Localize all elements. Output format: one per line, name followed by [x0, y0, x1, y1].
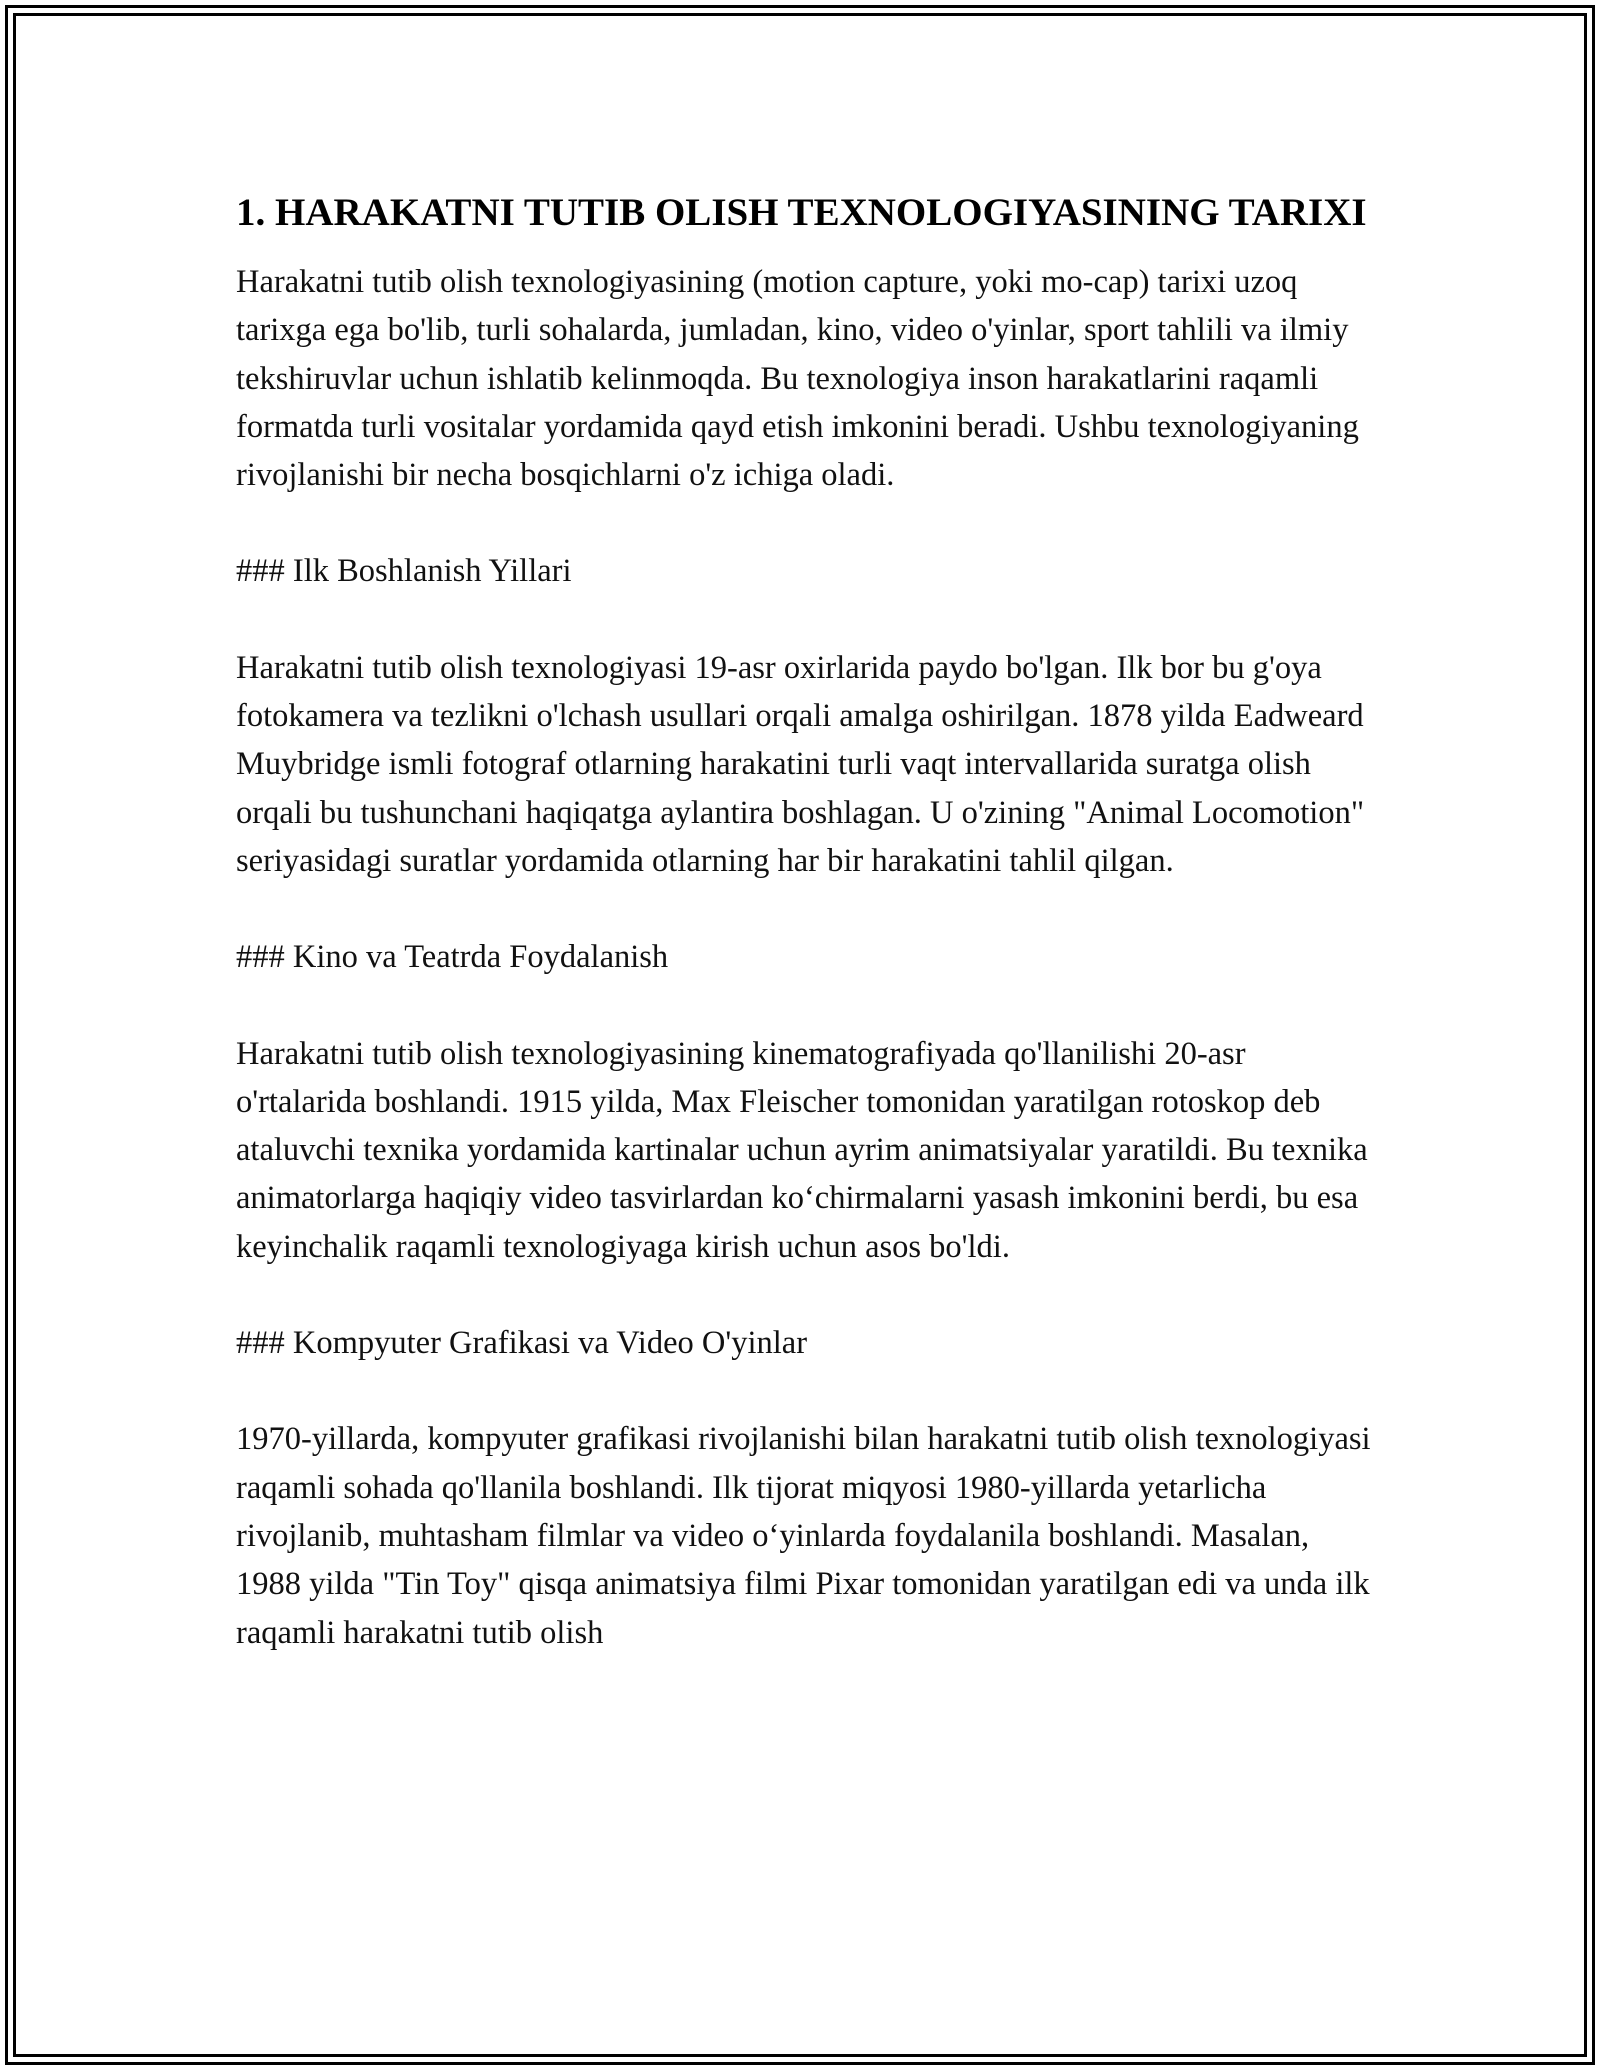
subheading-ilk-boshlanish: ### Ilk Boshlanish Yillari — [236, 553, 572, 590]
subheading-kompyuter-grafikasi: ### Kompyuter Grafikasi va Video O'yinlar — [236, 1325, 808, 1362]
paragraph-kompyuter-grafikasi: 1970-yillarda, kompyuter grafikasi rivojlanishi bilan harakatni tutib olish texnologiyasi raqamli sohada qo'llanila boshlandi. Ilk tijorat miqyosi 1980-yillarda yetarlicha rivojlanib, muhtasham filmlar va video o‘yinlarda foydalanila boshlandi. Masalan, 1988 yilda "Tin Toy" qisqa animatsiya filmi Pixar tomonidan yaratilgan edi va unda ilk raqamli harakatni tutib olish — [236, 1421, 1371, 1651]
subheading-kino-teatr: ### Kino va Teatrda Foydalanish — [236, 939, 669, 976]
paragraph-intro: Harakatni tutib olish texnologiyasining (motion capture, yoki mo-cap) tarixi uzoq tarixga ega bo'lib, turli sohalarda, jumladan, kino, video o'yinlar, sport tahlili va ilmiy tekshiruvlar uchun ishlatib kelinmoqda. Bu texnologiya inson harakatlarini raqamli formatda turli vositalar yordamida qayd etish imkonini beradi. Ushbu texnologiyaning rivojlanishi bir necha bosqichlarni o'z ichiga oladi. — [236, 264, 1359, 494]
document-body — [236, 186, 1376, 1705]
paragraph-kino-teatr: Harakatni tutib olish texnologiyasining kinematografiyada qo'llanilishi 20-asr o'rtalarida boshlandi. 1915 yilda, Max Fleischer tomonidan yaratilgan rotoskop deb ataluvchi texnika yordamida kartinalar uchun ayrim animatsiyalar yaratildi. Bu texnika animatorlarga haqiqiy video tasvirlardan ko‘chirmalarni yasash imkonini berdi, bu esa keyinchalik raqamli texnologiyaga kirish uchun asos bo'ldi. — [236, 1035, 1368, 1265]
document-title: 1. HARAKATNI TUTIB OLISH TEXNOLOGIYASINING TARIXI — [236, 191, 1367, 234]
paragraph-ilk-boshlanish: Harakatni tutib olish texnologiyasi 19-asr oxirlarida paydo bo'lgan. Ilk bor bu g'oya fotokamera va tezlikni o'lchash usullari orqali amalga oshirilgan. 1878 yilda Eadweard Muybridge ismli fotograf otlarning harakatini turli vaqt intervallarida suratga olish orqali bu tushunchani haqiqatga aylantira boshlagan. U o'zining "Animal Locomotion" seriyasidagi suratlar yordamida otlarning har bir harakatini tahlil qilgan. — [236, 649, 1365, 879]
